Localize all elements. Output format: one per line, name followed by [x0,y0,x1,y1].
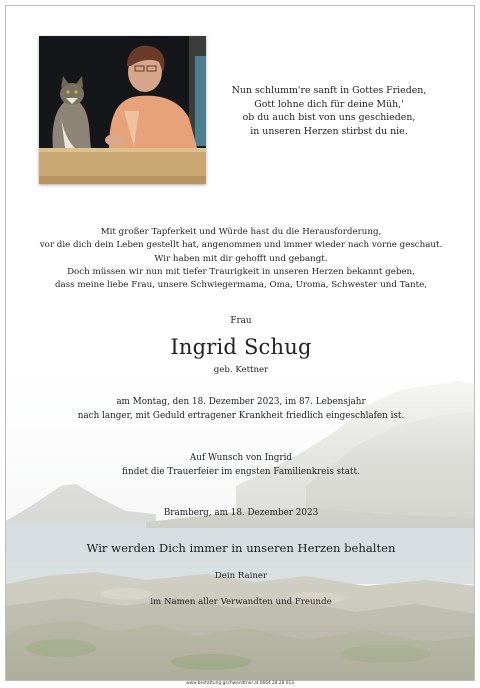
obituary-card [5,5,475,681]
poem-line: Nun schlumm're sanft in Gottes Frieden, [231,85,427,96]
intro-line: vor die dich dein Leben gestellt hat, angenommen und immer wieder nach vorne geschaut. [39,240,443,251]
death-line: nach langer, mit Geduld ertragener Krankheit friedlich eingeschlafen ist. [77,411,405,421]
poem-line: ob du auch bist von uns geschieden, [242,112,416,124]
portrait-photo [39,36,206,184]
deceased-name: Ingrid Schug [170,335,312,359]
memorial-quote: Wir werden Dich immer in unseren Herzen behalten [86,541,396,555]
poem [214,84,444,138]
intro-line: Doch müssen wir nun mit tiefer Traurigkeit in unseren Herzen bekannt geben, [67,266,415,277]
ceremony-line: findet die Trauerfeier im engsten Familienkreis statt. [122,467,360,477]
intro-line: Mit großer Tapferkeit und Würde hast du die Herausforderung, [100,227,382,237]
footer-contact: www.bestattung-gschwendtner.at 0664 28 28 013 [186,681,294,686]
ceremony-notice [6,451,475,479]
intro-line: Wir haben mit dir gehofft und gebangt. [154,253,328,264]
ceremony-line: Auf Wunsch von Ingrid [189,453,293,463]
signature-from: Dein Rainer [214,571,268,581]
intro-text [6,226,475,292]
death-notice [6,395,475,423]
birth-name: geb. Kettner [213,365,269,375]
poem-line: in unseren Herzen stirbst du nie. [250,125,408,137]
signature-family: im Namen aller Verwandten und Freunde [150,597,332,607]
name-prefix: Frau [230,316,252,326]
poem-line: Gott lohne dich für deine Müh,' [254,98,404,110]
place-date: Bramberg, am 18. Dezember 2023 [163,508,319,518]
death-line: am Montag, den 18. Dezember 2023, im 87. Lebensjahr [116,397,366,407]
intro-line: dass meine liebe Frau, unsere Schwiegermama, Oma, Uroma, Schwester und Tante, [54,280,428,291]
